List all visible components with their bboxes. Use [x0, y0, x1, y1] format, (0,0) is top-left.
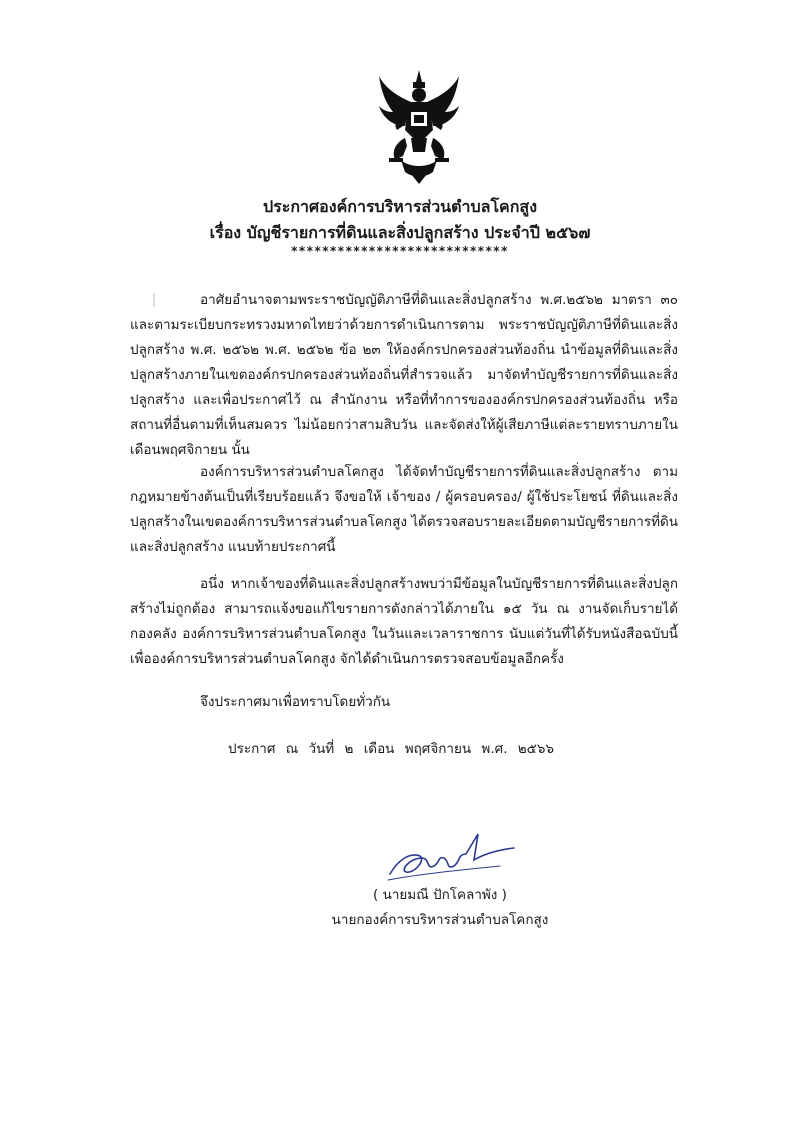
announcement-subject: เรื่อง บัญชีรายการที่ดินและสิ่งปลูกสร้าง ประจำปี ๒๕๖๗: [209, 223, 591, 242]
paragraph-1-text: อาศัยอำนาจตามพระราชบัญญัติภาษีที่ดินและสิ่งปลูกสร้าง พ.ศ.๒๕๖๒ มาตรา ๓๐ และตามระเบียบกระทรวงมหาดไทยว่าด้วยการดำเนินการตาม พระราชบัญญัติภาษีที่ดินและสิ่งปลูกสร้าง พ.ศ. ๒๕๖๒ พ.ศ. ๒๕๖๒ ข้อ ๒๓ ให้องค์กรปกครองส่วนท้องถิ่น นำข้อมูลที่ดินและสิ่งปลูกสร้างภายในเขตองค์กรปกครองส่วนท้องถิ่นที่สำรวจแล้ว มาจัดทำบัญชีรายการที่ดินและสิ่งปลูกสร้าง และเพื่อประกาศไว้ ณ สำนักงาน หรือที่ทำการขององค์กรปกครองส่วนท้องถิ่น หรือสถานที่อื่นตามที่เห็นสมควร ไม่น้อยกว่าสามสิบวัน และจัดส่งให้ผู้เสียภาษีแต่ละรายทราบภายในเดือนพฤศจิกายน นั้น: [130, 292, 678, 458]
paragraph-authority: [130, 288, 678, 463]
title-separator: ****************************: [291, 244, 509, 258]
closing-statement: จึงประกาศมาเพื่อทราบโดยทั่วกัน: [200, 694, 391, 710]
paragraph-notice: [130, 460, 678, 560]
handwritten-signature: [380, 830, 520, 890]
announcement-date: ประกาศ ณ วันที่ ๒ เดือน พฤศจิกายน พ.ศ. ๒๕๖๖: [228, 741, 555, 757]
paragraph-3-text: อนึ่ง หากเจ้าของที่ดินและสิ่งปลูกสร้างพบว่ามีข้อมูลในบัญชีรายการที่ดินและสิ่งปลูกสร้างไม่ถูกต้อง สามารถแจ้งขอแก้ไขรายการดังกล่าวได้ภายใน ๑๕ วัน ณ งานจัดเก็บรายได้ กองคลัง องค์การบริหารส่วนตำบลโคกสูง ในวันและเวลาราชการ นับแต่วันที่ได้รับหนังสือฉบับนี้ เพื่อองค์การบริหารส่วนตำบลโคกสูง จักได้ดำเนินการตรวจสอบข้อมูลอีกครั้ง: [130, 576, 678, 667]
announcement-title: ประกาศองค์การบริหารส่วนตำบลโคกสูง: [262, 197, 538, 216]
signatory-name: ( นายมณี ปักโคลาพัง ): [373, 887, 507, 903]
signatory-title: นายกองค์การบริหารส่วนตำบลโคกสูง: [331, 912, 549, 928]
garuda-emblem-icon: [375, 68, 463, 186]
paragraph-correction: [130, 572, 678, 672]
paragraph-2-text: องค์การบริหารส่วนตำบลโคกสูง ได้จัดทำบัญชีรายการที่ดินและสิ่งปลูกสร้าง ตามกฎหมายข้างต้นเป็นที่เรียบร้อยแล้ว จึงขอให้ เจ้าของ / ผู้ครอบครอง/ ผู้ใช้ประโยชน์ ที่ดินและสิ่งปลูกสร้างในเขตองค์การบริหารส่วนตำบลโคกสูง ได้ตรวจสอบรายละเอียดตามบัญชีรายการที่ดินและสิ่งปลูกสร้าง แนบท้ายประกาศนี้: [130, 464, 678, 555]
